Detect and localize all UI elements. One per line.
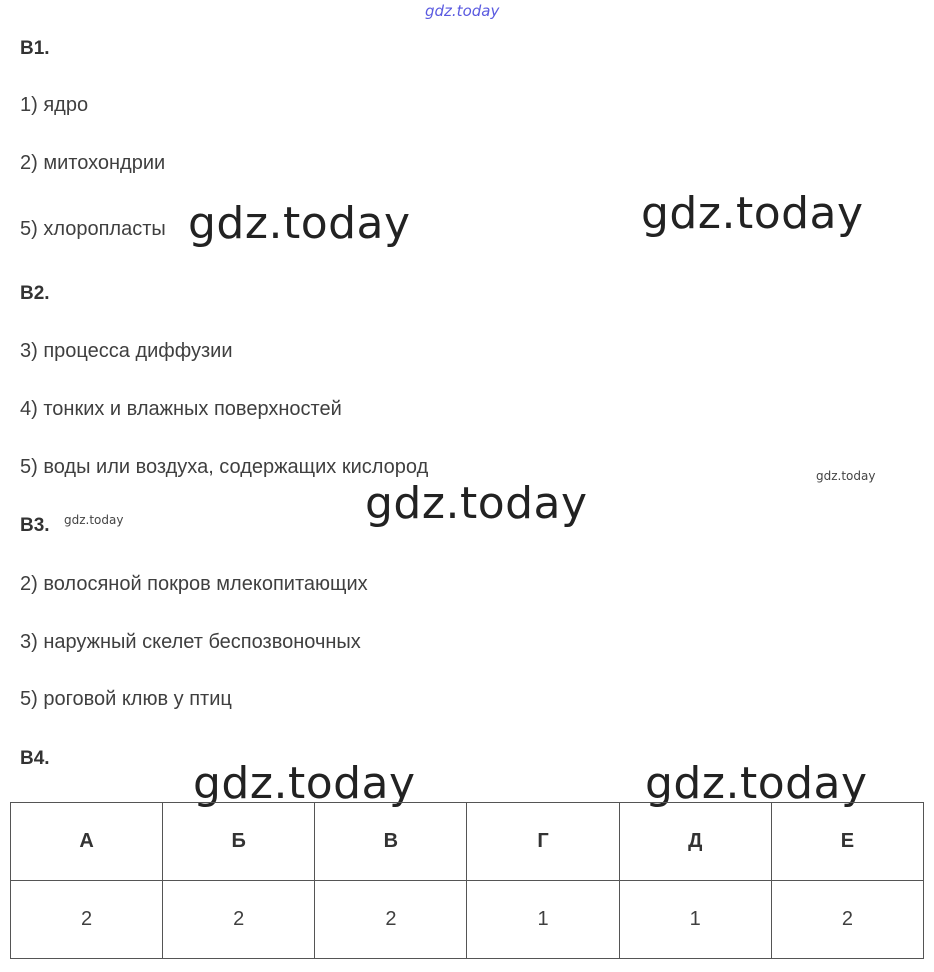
table-header-cell: Г <box>467 803 619 881</box>
table-cell: 1 <box>619 881 771 959</box>
watermark-logo: gdz.today <box>645 758 868 809</box>
watermark-logo: gdz.today <box>193 758 416 809</box>
table-header-cell: Е <box>771 803 923 881</box>
answer-line: 2) митохондрии <box>20 152 166 174</box>
answer-line: 1) ядро <box>20 94 89 116</box>
table-cell: 2 <box>11 881 163 959</box>
watermark-logo: gdz.today <box>425 2 500 20</box>
section-heading-b2: В2. <box>20 283 50 304</box>
watermark-logo: gdz.today <box>64 513 124 527</box>
watermark-logo: gdz.today <box>188 198 411 249</box>
table-cell: 2 <box>163 881 315 959</box>
table-cell: 2 <box>771 881 923 959</box>
answer-table <box>10 802 924 959</box>
watermark-logo: gdz.today <box>641 188 864 239</box>
answer-line: 5) роговой клюв у птиц <box>20 688 232 710</box>
section-heading-b1: В1. <box>20 38 50 59</box>
answer-line: 3) наружный скелет беспозвоночных <box>20 631 361 653</box>
answer-line: 5) воды или воздуха, содержащих кислород <box>20 456 429 478</box>
table-header-cell: Б <box>163 803 315 881</box>
table-header-cell: Д <box>619 803 771 881</box>
answer-line: 5) хлоропласты <box>20 218 166 240</box>
table-header-row <box>11 803 924 881</box>
table-header-cell: А <box>11 803 163 881</box>
table-cell: 2 <box>315 881 467 959</box>
section-heading-b4: В4. <box>20 748 50 769</box>
watermark-logo: gdz.today <box>365 478 588 529</box>
table-header-cell: В <box>315 803 467 881</box>
answer-line: 3) процесса диффузии <box>20 340 233 362</box>
section-heading-b3: В3. <box>20 515 50 536</box>
table-row <box>11 881 924 959</box>
table-cell: 1 <box>467 881 619 959</box>
watermark-logo: gdz.today <box>816 469 876 483</box>
answer-line: 4) тонких и влажных поверхностей <box>20 398 342 420</box>
answer-line: 2) волосяной покров млекопитающих <box>20 573 368 595</box>
